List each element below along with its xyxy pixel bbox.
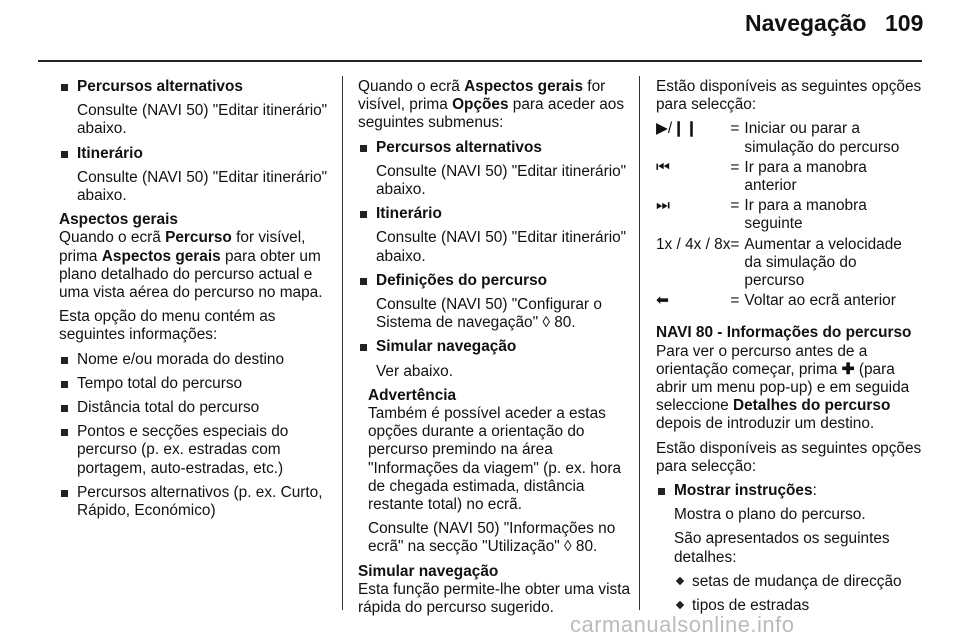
back-arrow-icon: ⬅ <box>656 292 669 310</box>
page-number: 109 <box>885 10 924 36</box>
section-heading: Aspectos gerais <box>59 211 178 229</box>
list-item <box>59 78 337 96</box>
item-text: Ver abaixo. <box>376 362 454 380</box>
square-bullet-icon <box>658 488 665 495</box>
column-3 <box>656 78 928 621</box>
list-item: Percursos alternativos <box>358 139 634 157</box>
list-item: Percursos alternativos (p. ex. Curto, Rápido, Económico) <box>59 484 337 520</box>
paragraph: Para ver o percurso antes de a orientação começar, prima ✚ (para abrir um menu pop-up) e em seguida seleccione Detalhes do percurso depois de introduzir um destino. <box>656 342 910 433</box>
square-bullet-icon <box>360 344 367 351</box>
item-label: Percursos alternativos <box>77 78 243 95</box>
previous-icon: ⏮ <box>656 158 670 176</box>
list-item: Pontos e secções especiais do percurso (p. ex. estradas com portagem, auto-estradas, etc.) <box>59 423 337 478</box>
square-bullet-icon <box>360 145 367 152</box>
table-row: ▶/❙❙ = Iniciar ou parar a simulação do percurso <box>656 120 914 158</box>
column-divider-2 <box>639 76 640 610</box>
list-item: Mostrar instruções: <box>656 482 928 500</box>
item-text: Consulte (NAVI 50) "Configurar o Sistema de navegação" ◊ 80. <box>376 296 602 332</box>
page-title: Navegação <box>745 10 867 36</box>
note-block <box>358 387 634 557</box>
watermark: carmanualsonline.info <box>570 612 795 637</box>
table-row: ⬅ = Voltar ao ecrã anterior <box>656 292 914 312</box>
table-row: ⏭ = Ir para a manobra seguinte <box>656 197 914 235</box>
paragraph: Esta função permite-lhe obter uma vista rápida do percurso sugerido. <box>358 580 631 617</box>
paragraph: Quando o ecrã Percurso for visível, prima Aspectos gerais para obter um plano detalhado do percurso actual e uma vista aérea do percurso no mapa. <box>59 229 323 302</box>
paragraph: Quando o ecrã Aspectos gerais for visível, prima Opções para aceder aos seguintes submenus: <box>358 78 625 132</box>
table-row: ⏮ = Ir para a manobra anterior <box>656 159 914 197</box>
item-text: Consulte (NAVI 50) "Editar itinerário" abaixo. <box>77 102 328 138</box>
paragraph: Estão disponíveis as seguintes opções para selecção: <box>656 78 922 114</box>
diamond-bullet-icon <box>676 601 684 609</box>
item-text: Mostra o plano do percurso. <box>674 506 866 524</box>
list-item: Itinerário <box>358 205 634 223</box>
item-text: Consulte (NAVI 50) "Editar itinerário" abaixo. <box>77 168 328 205</box>
list-item: tipos de estradas <box>674 597 928 615</box>
next-icon: ⏭ <box>656 197 670 215</box>
list-item: Nome e/ou morada do destino <box>59 351 337 369</box>
list-item: setas de mudança de direcção <box>674 573 928 591</box>
square-bullet-icon <box>61 381 68 388</box>
list-item: Distância total do percurso <box>59 399 337 417</box>
square-bullet-icon <box>61 429 68 436</box>
square-bullet-icon <box>61 151 68 158</box>
square-bullet-icon <box>61 405 68 412</box>
note-text: Também é possível aceder a estas opções durante a orientação do percurso premindo na área "Informações da viagem" (p. ex. hora de chegada estimada, distância restante total) no ecrã. <box>368 405 622 514</box>
item-text: Consulte (NAVI 50) "Editar itinerário" abaixo. <box>376 229 627 265</box>
section-heading: Simular navegação <box>358 562 499 580</box>
table-row: 1x / 4x / 8x = Aumentar a velocidade da simulação do percurso <box>656 236 914 293</box>
column-divider-1 <box>342 76 343 610</box>
list-item: Tempo total do percurso <box>59 375 337 393</box>
speed-label: 1x / 4x / 8x <box>656 235 731 253</box>
note-heading: Advertência <box>368 386 457 404</box>
section-heading: NAVI 80 - Informações do percurso <box>656 324 912 342</box>
square-bullet-icon <box>61 490 68 497</box>
list-item: Simular navegação <box>358 338 634 356</box>
square-bullet-icon <box>360 278 367 285</box>
item-text: Consulte (NAVI 50) "Editar itinerário" abaixo. <box>376 162 627 199</box>
list-item <box>59 145 337 163</box>
square-bullet-icon <box>360 211 367 218</box>
paragraph: Esta opção do menu contém as seguintes informações: <box>59 308 276 344</box>
item-text: São apresentados os seguintes detalhes: <box>674 530 890 566</box>
square-bullet-icon <box>61 84 68 91</box>
controls-table <box>656 120 914 312</box>
item-label: Itinerário <box>77 144 143 162</box>
paragraph: Estão disponíveis as seguintes opções para selecção: <box>656 439 922 475</box>
column-2 <box>358 78 634 623</box>
header-rule <box>38 60 922 62</box>
column-1 <box>59 78 337 526</box>
note-text: Consulte (NAVI 50) "Informações no ecrã" na secção "Utilização" ◊ 80. <box>368 520 616 556</box>
square-bullet-icon <box>61 357 68 364</box>
list-item: Definições do percurso <box>358 272 634 290</box>
plus-icon: ✚ <box>841 360 855 378</box>
diamond-bullet-icon <box>676 577 684 585</box>
play-pause-icon: ▶/❙❙ <box>656 120 698 138</box>
